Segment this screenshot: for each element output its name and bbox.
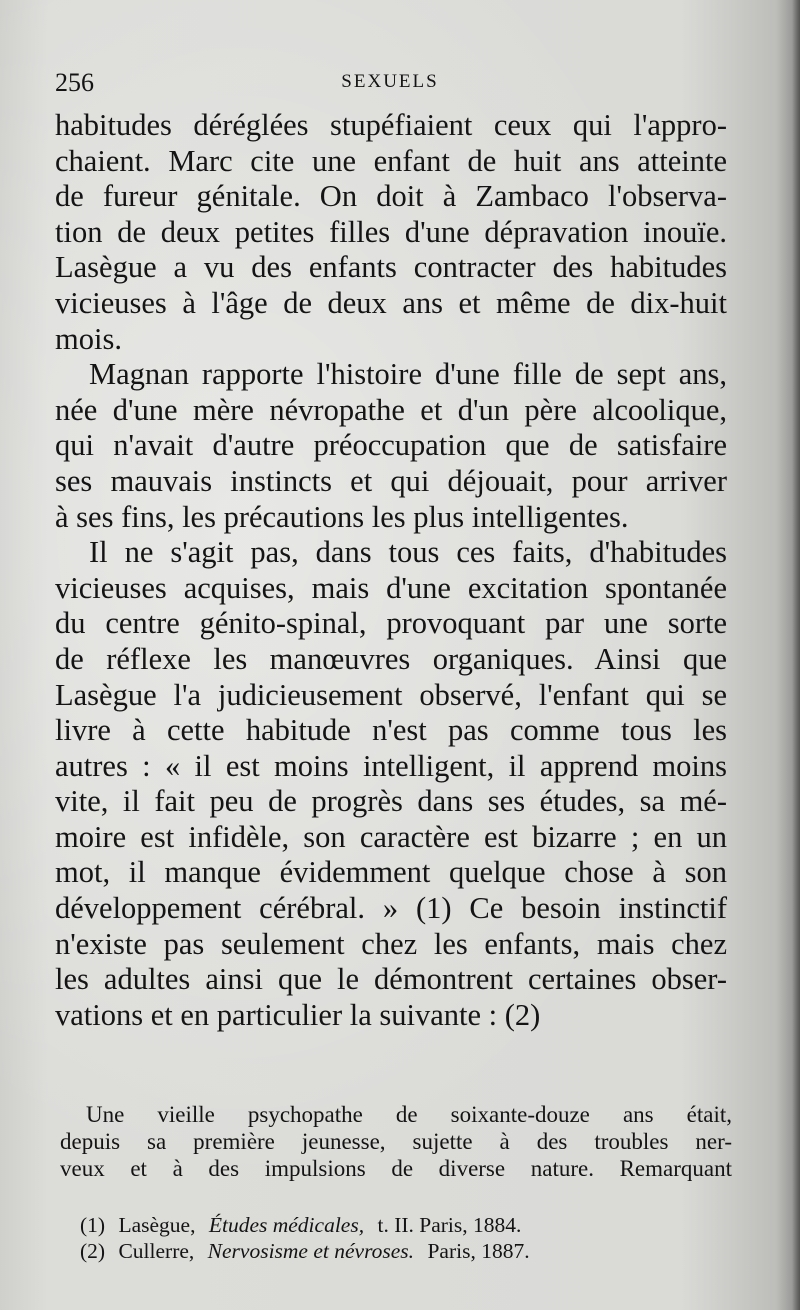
text-line: de réflexe les manœuvres organiques. Ainsi que [55, 641, 727, 676]
footnote [80, 1212, 680, 1238]
text-line: moire est infidèle, son caractère est bizarre ; en un [55, 819, 727, 854]
text-line: mois. [55, 321, 122, 356]
footnote-details: Paris, 1887. [427, 1239, 530, 1263]
text-line: habitudes déréglées stupéfiaient ceux qui l'appro- [55, 108, 727, 142]
text-line: livre à cette habitude n'est pas comme tous les [55, 713, 727, 748]
footnotes [80, 1212, 680, 1264]
text-line: vicieuses acquises, mais d'une excitation spontanée [55, 570, 727, 605]
running-head [55, 68, 725, 98]
footnote-work: Études médicales, [208, 1213, 365, 1237]
text-line: qui n'avait d'autre préoccupation que de satisfaire [55, 428, 727, 463]
text-line: tion de deux petites filles d'une dépravation inouïe. [55, 214, 727, 249]
text-line: Lasègue l'a judicieusement observé, l'enfant qui se [55, 677, 727, 712]
text-line: développement cérébral. » (1) Ce besoin instinctif [55, 891, 727, 926]
text-line: à ses fins, les précautions les plus intelligentes. [55, 499, 629, 534]
excerpt-line: depuis sa première jeunesse, sujette à des troubles ner- [60, 1129, 732, 1154]
text-line: du centre génito-spinal, provoquant par une sorte [55, 606, 727, 641]
text-line: de fureur génitale. On doit à Zambaco l'observa- [55, 179, 727, 214]
main-text [55, 108, 727, 1033]
text-line: mot, il manque évidemment quelque chose à son [55, 855, 727, 890]
case-excerpt [60, 1101, 732, 1182]
footnote-marker: (2) [80, 1239, 106, 1263]
text-line: n'existe pas seulement chez les enfants, mais chez [55, 926, 727, 961]
footnote [80, 1238, 680, 1264]
excerpt-line: Une vieille psychopathe de soixante-douze ans était, [86, 1102, 732, 1127]
text-line: autres : « il est moins intelligent, il apprend moins [55, 748, 727, 783]
footnote-marker: (1) [80, 1213, 106, 1237]
page-number: 256 [55, 68, 94, 97]
footnote-work: Nervosisme et névroses. [207, 1239, 415, 1263]
text-line: Lasègue a vu des enfants contracter des habitudes [55, 250, 727, 285]
running-head-title: SEXUELS [341, 71, 439, 92]
text-line: née d'une mère névropathe et d'un père alcoolique, [55, 392, 727, 427]
footnote-author: Cullerre, [118, 1239, 195, 1263]
text-line: vations et en particulier la suivante : (2) [55, 997, 541, 1032]
footnote-author: Lasègue, [118, 1213, 196, 1237]
text-line: Magnan rapporte l'histoire d'une fille de sept ans, [89, 357, 727, 392]
text-line: ses mauvais instincts et qui déjouait, pour arriver [55, 463, 727, 498]
text-line: vicieuses à l'âge de deux ans et même de dix-huit [55, 285, 727, 320]
excerpt-line: veux et à des impulsions de diverse nature. Remarquant [60, 1156, 732, 1181]
text-line: les adultes ainsi que le démontrent certaines obser- [55, 962, 727, 997]
text-line: Il ne s'agit pas, dans tous ces faits, d'habitudes [89, 535, 727, 570]
text-line: vite, il fait peu de progrès dans ses études, sa mé- [55, 784, 727, 819]
footnote-details: t. II. Paris, 1884. [377, 1213, 522, 1237]
text-line: chaient. Marc cite une enfant de huit ans atteinte [55, 143, 727, 178]
